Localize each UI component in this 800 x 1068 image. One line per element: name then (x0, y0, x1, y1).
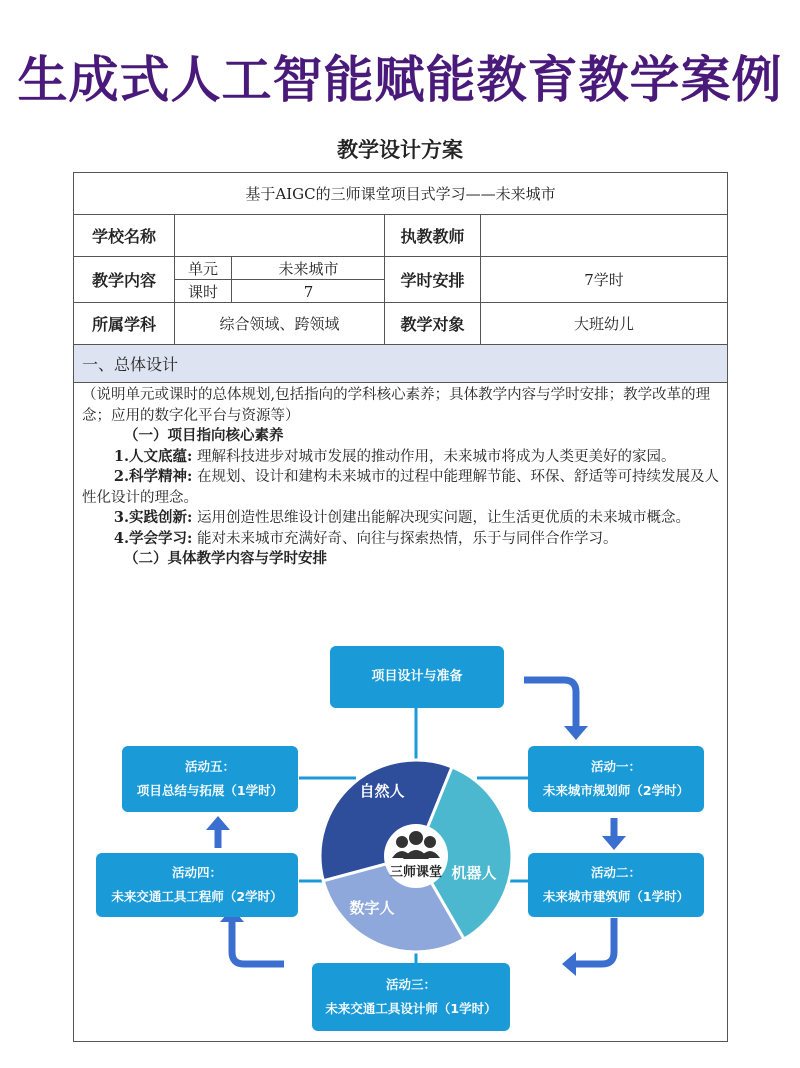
segment-robot-label: 机器人 (451, 864, 497, 882)
literacy-item-text: 运用创造性思维设计创建出能解决现实问题，让生活更优质的未来城市概念。 (197, 510, 690, 526)
subject-row (74, 303, 727, 345)
unit-label: 单元 (187, 259, 218, 278)
lesson-value: 7 (231, 280, 385, 303)
document-subtitle: 教学设计方案 (337, 137, 463, 162)
banner-title: 生成式人工智能赋能教育教学案例 (17, 51, 783, 109)
literacy-item-text: 能对未来城市充满好奇、向往与探索热情，乐于与同伴合作学习。 (197, 530, 618, 547)
literacy-item (82, 508, 720, 529)
activity-1-name: 未来城市规划师（2学时） (542, 783, 690, 798)
content-row (74, 257, 727, 303)
arrowhead (562, 952, 576, 976)
design-document (73, 172, 728, 1042)
section-note: （说明单元或课时的总体规划,包括指向的学科核心素养；具体教学内容与学时安排；教学改革的理念；应用的数字化平台与资源等） (82, 387, 711, 424)
literacy-item-label: 3.实践创新: (113, 509, 193, 526)
section-heading-row (74, 345, 727, 383)
school-value (174, 215, 384, 256)
literacy-item (82, 467, 720, 508)
target-value: 大班幼儿 (480, 303, 727, 344)
project-title-row (74, 173, 727, 215)
literacy-item-label: 1.人文底蕴: (113, 447, 193, 465)
arrowhead (206, 816, 230, 830)
arrowhead (564, 726, 588, 740)
project-title: 基于AIGC的三师课堂项目式学习——未来城市 (245, 185, 556, 203)
arrow-to-act3 (574, 918, 614, 964)
center-label: 三师课堂 (389, 865, 443, 880)
segment-digital-label: 数字人 (349, 899, 395, 917)
unit-value: 未来城市 (231, 257, 385, 279)
segment-nature-label: 自然人 (359, 782, 405, 800)
literacy-item-label: 4.学会学习: (113, 529, 193, 547)
subsection-schedule: （二）具体教学内容与学时安排 (124, 550, 328, 567)
box-activity-2 (528, 853, 704, 917)
activity-4-name: 未来交通工具工程师（2学时） (111, 889, 283, 904)
arrow-to-act1 (524, 680, 576, 728)
lesson-label: 课时 (187, 283, 218, 301)
activity-3-title: 活动三： (385, 977, 436, 992)
school-row (74, 215, 727, 257)
arrow-to-act4 (232, 920, 284, 964)
target-label: 教学对象 (384, 303, 480, 344)
box-activity-3 (312, 963, 510, 1031)
box-activity-5 (122, 746, 298, 812)
school-label: 学校名称 (91, 227, 156, 246)
activity-4-title: 活动四： (171, 865, 222, 880)
teacher-value (480, 215, 727, 256)
literacy-item-text: 在规划、设计和建构未来城市的过程中能理解节能、环保、舒适等可持续发展及人性化设计的理念。 (82, 469, 719, 506)
subject-label: 所属学科 (91, 315, 156, 334)
activity-1-title: 活动一： (590, 759, 641, 774)
activity-5-name: 项目总结与拓展（1学时） (136, 783, 284, 798)
box-project-prep (330, 646, 504, 708)
content-label: 教学内容 (91, 271, 156, 290)
activity-2-title: 活动二： (590, 865, 641, 880)
activity-2-name: 未来城市建筑师（1学时） (542, 889, 690, 904)
section-body (82, 385, 720, 570)
teacher-label: 执教教师 (384, 215, 480, 256)
box-activity-1 (528, 746, 704, 812)
section-heading: 一、总体设计 (74, 345, 727, 382)
literacy-item-label: 2.科学精神: (113, 468, 193, 485)
box-activity-4 (96, 853, 298, 917)
subsection-core-literacy: （一）项目指向核心素养 (124, 427, 284, 444)
literacy-item (82, 447, 720, 468)
activity-3-name: 未来交通工具设计师（1学时） (325, 1001, 497, 1016)
arrowhead (602, 836, 626, 850)
literacy-item-text: 理解科技进步对城市发展的推动作用，未来城市将成为人类更美好的家园。 (197, 448, 676, 465)
hours-value: 7学时 (480, 257, 727, 302)
subject-value: 综合领域、跨领域 (174, 303, 384, 344)
box-project-prep-label: 项目设计与准备 (371, 669, 463, 684)
content-subtable (174, 257, 384, 302)
hours-label: 学时安排 (384, 257, 480, 302)
activity-diagram (94, 638, 714, 1038)
activity-5-title: 活动五： (184, 759, 235, 774)
literacy-item (82, 529, 720, 550)
